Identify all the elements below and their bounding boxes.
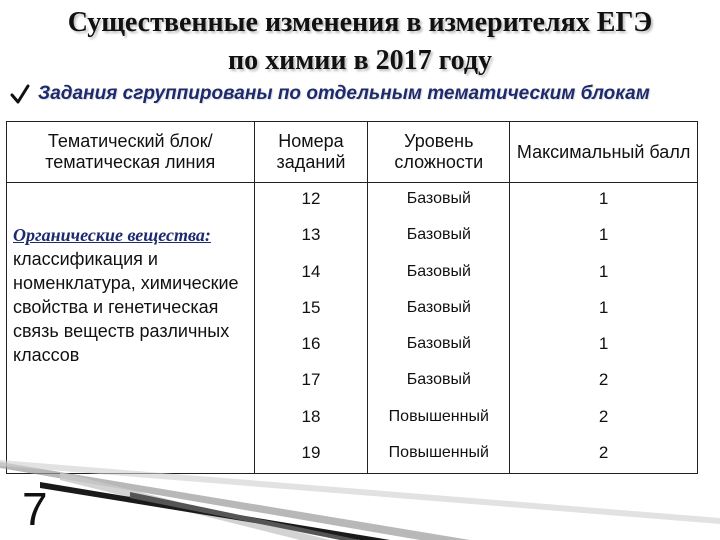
checkmark-icon [10, 83, 30, 105]
task-numbers-cell [254, 183, 368, 474]
difficulty-level: Базовый [406, 190, 471, 207]
max-score: 1 [598, 297, 609, 317]
decorative-swoosh [0, 452, 720, 540]
difficulty-level: Базовый [406, 371, 471, 389]
difficulty-level: Повышенный [388, 407, 489, 425]
max-score: 1 [598, 261, 609, 281]
difficulty-level: Базовый [406, 335, 471, 352]
max-score: 2 [598, 370, 609, 390]
title-line-2: по химии в 2017 году [227, 45, 493, 76]
header-task-numbers: Номера заданий [254, 122, 368, 183]
task-number: 17 [301, 370, 321, 390]
max-score: 1 [598, 189, 609, 208]
page-number: 7 [22, 483, 48, 535]
difficulty-level: Повышенный [388, 443, 489, 461]
max-score-cell [510, 183, 698, 474]
topic-heading: Органические вещества: [13, 225, 211, 245]
max-score: 2 [598, 406, 609, 426]
bullet-text: Задания сгруппированы по отдельным тематическим блокам [38, 83, 650, 104]
exam-tasks-table [6, 121, 698, 474]
difficulty-level: Базовый [406, 262, 471, 280]
title-line-1: Существенные изменения в измерителях ЕГЭ [67, 7, 653, 38]
max-score: 1 [598, 225, 609, 245]
task-number: 19 [301, 442, 321, 462]
difficulty-cell [368, 183, 510, 474]
task-number: 18 [301, 406, 321, 426]
topic-description: классификация и номенклатура, химические свойства и генетическая связь веществ различных классов [13, 249, 239, 365]
slide-title [0, 4, 720, 80]
difficulty-level: Базовый [406, 298, 471, 316]
table-row [7, 183, 698, 474]
header-max-score: Максимальный балл [510, 122, 698, 183]
task-number: 13 [301, 225, 321, 245]
difficulty-level: Базовый [406, 226, 471, 244]
task-number: 15 [301, 297, 321, 317]
header-difficulty: Уровень сложности [368, 122, 510, 183]
max-score: 2 [598, 442, 609, 462]
table-header-row [7, 122, 698, 183]
header-topic: Тематический блок/ тематическая линия [7, 122, 255, 183]
task-number: 12 [301, 189, 321, 208]
topic-cell [7, 183, 255, 474]
bullet-point [10, 80, 650, 108]
task-number: 16 [301, 334, 321, 353]
max-score: 1 [598, 334, 609, 353]
task-number: 14 [301, 261, 321, 281]
